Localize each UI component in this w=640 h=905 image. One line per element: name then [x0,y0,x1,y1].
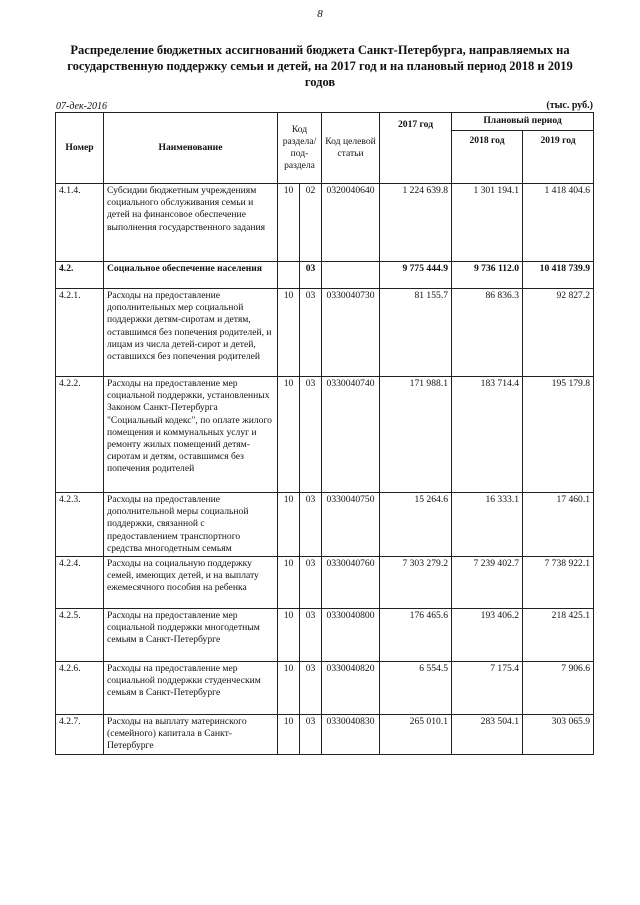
row-number: 4.2.6. [56,662,104,715]
row-2019: 303 065.9 [523,715,594,755]
row-name: Расходы на социальную поддержку семей, имеющих детей, и на выплату ежемесячного пособия на ребенка [104,557,278,609]
row-2019: 218 425.1 [523,609,594,662]
row-name: Расходы на предоставление мер социальной поддержки студенческим семьям в Санкт-Петербурге [104,662,278,715]
table-row [56,262,594,289]
units-label: (тыс. руб.) [546,100,593,111]
row-target: 0330040830 [322,715,380,755]
row-subsection: 03 [300,557,322,609]
header-target-code: Код целевой статьи [322,113,380,184]
table-row [56,662,594,715]
row-subsection: 03 [300,662,322,715]
row-2019: 7 906.6 [523,662,594,715]
table-row [56,609,594,662]
row-2019: 92 827.2 [523,289,594,377]
row-2019: 17 460.1 [523,493,594,557]
row-name: Расходы на предоставление дополнительных мер социальной поддержки детям-сиротам и детям, оставшимся без попечения родителей, и лицам из числа детей-сирот и детей, оставшихся без попечения родителей [104,289,278,377]
row-section: 10 [278,557,300,609]
row-section: 10 [278,377,300,493]
row-section: 10 [278,609,300,662]
row-section: 10 [278,715,300,755]
row-number: 4.2.2. [56,377,104,493]
row-2019: 7 738 922.1 [523,557,594,609]
row-subsection: 03 [300,493,322,557]
header-2019: 2019 год [523,130,594,183]
row-subsection: 02 [300,184,322,262]
row-number: 4.2.1. [56,289,104,377]
row-number: 4.2. [56,262,104,289]
table-row [56,377,594,493]
row-number: 4.2.5. [56,609,104,662]
row-target: 0330040820 [322,662,380,715]
header-2017: 2017 год [380,113,452,184]
row-target: 0320040640 [322,184,380,262]
row-2019: 10 418 739.9 [523,262,594,289]
row-2018: 283 504.1 [452,715,523,755]
header-planned-period: Плановый период [452,113,594,131]
row-2017: 176 465.6 [380,609,452,662]
row-name: Субсидии бюджетным учреждениям социального обслуживания семьи и детей на финансовое обеспечение выполнения государственного задания [104,184,278,262]
row-subsection: 03 [300,715,322,755]
row-subsection: 03 [300,609,322,662]
row-name: Социальное обеспечение населения [104,262,278,289]
row-section: 10 [278,662,300,715]
row-2018: 16 333.1 [452,493,523,557]
table-row [56,557,594,609]
row-section: 10 [278,289,300,377]
row-name: Расходы на предоставление мер социальной поддержки многодетным семьям в Санкт-Петербурге [104,609,278,662]
header-number: Номер [56,113,104,184]
row-2017: 9 775 444.9 [380,262,452,289]
page-number: 8 [317,8,323,20]
table-row [56,715,594,755]
row-2017: 15 264.6 [380,493,452,557]
row-subsection: 03 [300,262,322,289]
header-name: Наименование [104,113,278,184]
row-section [278,262,300,289]
row-target: 0330040730 [322,289,380,377]
document-date: 07-дек-2016 [56,101,107,112]
row-number: 4.2.7. [56,715,104,755]
row-number: 4.2.3. [56,493,104,557]
row-2018: 193 406.2 [452,609,523,662]
table-row [56,493,594,557]
row-section: 10 [278,493,300,557]
row-target: 0330040800 [322,609,380,662]
row-2018: 7 239 402.7 [452,557,523,609]
document-title: Распределение бюджетных ассигнований бюджета Санкт-Петербурга, направляемых на государственную поддержку семьи и детей, на 2017 год и на плановый период 2018 и 2019 годов [67,43,573,89]
row-target: 0330040750 [322,493,380,557]
row-2018: 7 175.4 [452,662,523,715]
row-target: 0330040760 [322,557,380,609]
row-2017: 7 303 279.2 [380,557,452,609]
row-2019: 1 418 404.6 [523,184,594,262]
row-2018: 9 736 112.0 [452,262,523,289]
row-2017: 6 554.5 [380,662,452,715]
budget-table [55,112,594,755]
row-target [322,262,380,289]
row-subsection: 03 [300,289,322,377]
table-row [56,289,594,377]
header-section-code: Код раздела/ под-раздела [278,113,322,184]
row-2018: 86 836.3 [452,289,523,377]
row-number: 4.1.4. [56,184,104,262]
row-2019: 195 179.8 [523,377,594,493]
header-2018: 2018 год [452,130,523,183]
row-name: Расходы на предоставление дополнительной меры социальной поддержки, связанной с предоставлением транспортного средства многодетным семьям [104,493,278,557]
row-2017: 265 010.1 [380,715,452,755]
row-2018: 1 301 194.1 [452,184,523,262]
row-2018: 183 714.4 [452,377,523,493]
row-2017: 171 988.1 [380,377,452,493]
row-name: Расходы на предоставление мер социальной поддержки, установленных Законом Санкт-Петербурга "Социальный кодекс", по оплате жилого помещения и коммунальных услуг и ремонту жилых помещений детям-сиротам и детям, оставшимся без попечения родителей [104,377,278,493]
row-name: Расходы на выплату материнского (семейного) капитала в Санкт-Петербурге [104,715,278,755]
row-number: 4.2.4. [56,557,104,609]
row-target: 0330040740 [322,377,380,493]
row-section: 10 [278,184,300,262]
table-row [56,184,594,262]
row-subsection: 03 [300,377,322,493]
row-2017: 1 224 639.8 [380,184,452,262]
row-2017: 81 155.7 [380,289,452,377]
